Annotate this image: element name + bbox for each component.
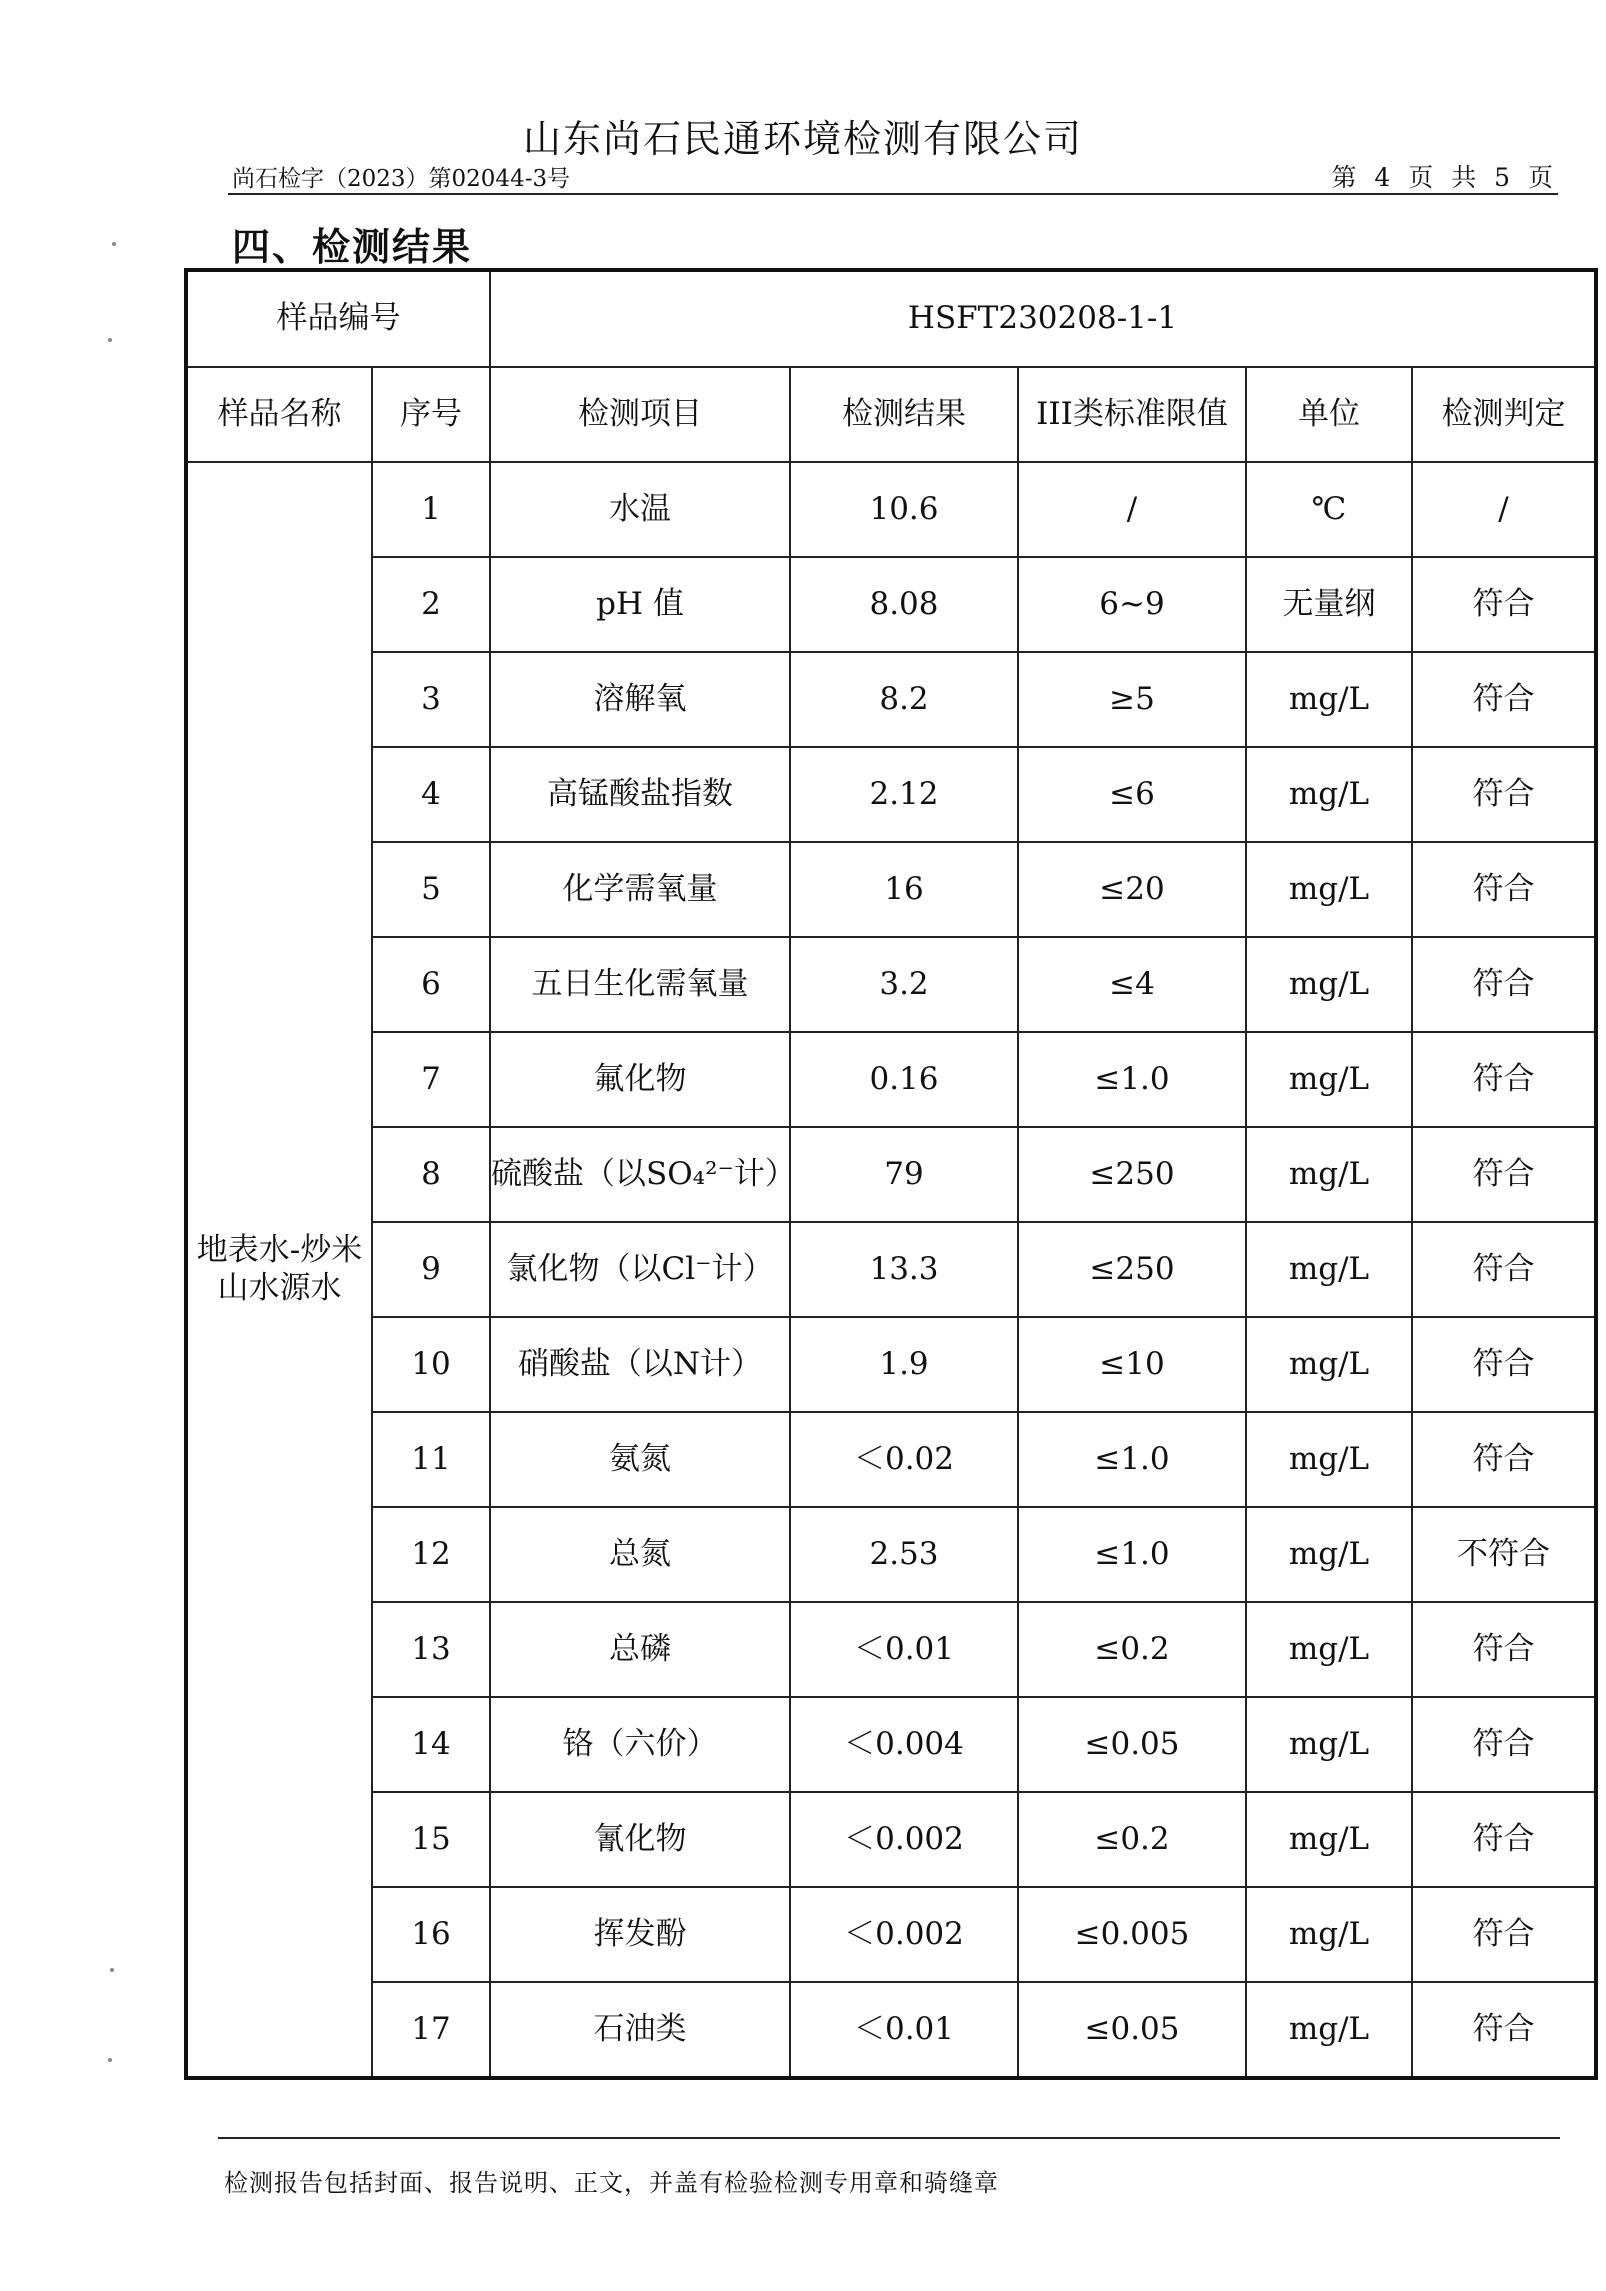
test-result: 2.53 bbox=[790, 1507, 1018, 1602]
unit: mg/L bbox=[1246, 1792, 1412, 1887]
table-row bbox=[186, 1887, 1596, 1982]
judgement: 符合 bbox=[1412, 842, 1596, 937]
test-item: 铬（六价） bbox=[490, 1697, 790, 1792]
judgement: 符合 bbox=[1412, 1317, 1596, 1412]
table-row bbox=[186, 1982, 1596, 2078]
standard-limit: ≤0.05 bbox=[1018, 1982, 1246, 2078]
table-row bbox=[186, 937, 1596, 1032]
unit: mg/L bbox=[1246, 1127, 1412, 1222]
unit: mg/L bbox=[1246, 1032, 1412, 1127]
judgement: 符合 bbox=[1412, 1887, 1596, 1982]
test-result: ＜0.01 bbox=[790, 1982, 1018, 2078]
standard-limit: / bbox=[1018, 462, 1246, 557]
report-number: 尚石检字（2023）第02044-3号 bbox=[232, 166, 571, 192]
standard-limit: ≤1.0 bbox=[1018, 1412, 1246, 1507]
test-result: 8.2 bbox=[790, 652, 1018, 747]
unit: mg/L bbox=[1246, 1412, 1412, 1507]
table-row bbox=[186, 557, 1596, 652]
scan-speck bbox=[112, 242, 116, 246]
test-item: 高锰酸盐指数 bbox=[490, 747, 790, 842]
scan-speck bbox=[108, 338, 112, 342]
judgement: 符合 bbox=[1412, 652, 1596, 747]
test-item: pH 值 bbox=[490, 557, 790, 652]
row-number: 13 bbox=[372, 1602, 490, 1697]
test-item: 氟化物 bbox=[490, 1032, 790, 1127]
test-item: 硝酸盐（以N计） bbox=[490, 1317, 790, 1412]
col-header-unit: 单位 bbox=[1246, 367, 1412, 462]
results-table bbox=[184, 268, 1598, 2080]
footer-divider bbox=[218, 2137, 1560, 2139]
table-row bbox=[186, 1697, 1596, 1792]
table-row bbox=[186, 1317, 1596, 1412]
test-item: 总氮 bbox=[490, 1507, 790, 1602]
row-number: 3 bbox=[372, 652, 490, 747]
judgement: 符合 bbox=[1412, 747, 1596, 842]
footer-note: 检测报告包括封面、报告说明、正文，并盖有检验检测专用章和骑缝章 bbox=[224, 2169, 999, 2197]
judgement: 符合 bbox=[1412, 557, 1596, 652]
row-number: 2 bbox=[372, 557, 490, 652]
table-row bbox=[186, 1792, 1596, 1887]
table-row bbox=[186, 842, 1596, 937]
column-header-row bbox=[186, 367, 1596, 462]
standard-limit: ≤1.0 bbox=[1018, 1507, 1246, 1602]
test-result: 16 bbox=[790, 842, 1018, 937]
test-item: 水温 bbox=[490, 462, 790, 557]
unit: mg/L bbox=[1246, 652, 1412, 747]
judgement: 符合 bbox=[1412, 1792, 1596, 1887]
table-row bbox=[186, 462, 1596, 557]
standard-limit: ≤250 bbox=[1018, 1222, 1246, 1317]
test-result: 79 bbox=[790, 1127, 1018, 1222]
unit: mg/L bbox=[1246, 1222, 1412, 1317]
test-result: ＜0.002 bbox=[790, 1792, 1018, 1887]
sample-number-value: HSFT230208-1-1 bbox=[490, 270, 1596, 367]
test-item: 氰化物 bbox=[490, 1792, 790, 1887]
row-number: 12 bbox=[372, 1507, 490, 1602]
table-row bbox=[186, 1127, 1596, 1222]
judgement: / bbox=[1412, 462, 1596, 557]
row-number: 7 bbox=[372, 1032, 490, 1127]
test-item: 硫酸盐（以SO₄²⁻计） bbox=[490, 1127, 790, 1222]
test-result: 2.12 bbox=[790, 747, 1018, 842]
test-result: 0.16 bbox=[790, 1032, 1018, 1127]
row-number: 16 bbox=[372, 1887, 490, 1982]
unit: 无量纲 bbox=[1246, 557, 1412, 652]
row-number: 9 bbox=[372, 1222, 490, 1317]
page-indicator: 第 4 页 共 5 页 bbox=[1331, 163, 1558, 192]
unit: mg/L bbox=[1246, 747, 1412, 842]
standard-limit: ≤250 bbox=[1018, 1127, 1246, 1222]
col-header-judgement: 检测判定 bbox=[1412, 367, 1596, 462]
company-name: 山东尚石民通环境检测有限公司 bbox=[522, 117, 1083, 161]
judgement: 符合 bbox=[1412, 1222, 1596, 1317]
standard-limit: ≤1.0 bbox=[1018, 1032, 1246, 1127]
unit: ℃ bbox=[1246, 462, 1412, 557]
judgement: 符合 bbox=[1412, 1697, 1596, 1792]
standard-limit: ≤0.2 bbox=[1018, 1602, 1246, 1697]
row-number: 15 bbox=[372, 1792, 490, 1887]
test-result: ＜0.01 bbox=[790, 1602, 1018, 1697]
test-item: 化学需氧量 bbox=[490, 842, 790, 937]
judgement: 符合 bbox=[1412, 937, 1596, 1032]
unit: mg/L bbox=[1246, 1602, 1412, 1697]
table-row bbox=[186, 1602, 1596, 1697]
table-row bbox=[186, 747, 1596, 842]
sample-name-cell: 地表水-炒米山水源水 bbox=[186, 462, 372, 2078]
test-item: 石油类 bbox=[490, 1982, 790, 2078]
test-item: 溶解氧 bbox=[490, 652, 790, 747]
judgement: 符合 bbox=[1412, 1602, 1596, 1697]
unit: mg/L bbox=[1246, 1697, 1412, 1792]
unit: mg/L bbox=[1246, 937, 1412, 1032]
row-number: 6 bbox=[372, 937, 490, 1032]
col-header-limit: III类标准限值 bbox=[1018, 367, 1246, 462]
standard-limit: ≤0.005 bbox=[1018, 1887, 1246, 1982]
row-number: 17 bbox=[372, 1982, 490, 2078]
row-number: 5 bbox=[372, 842, 490, 937]
test-result: 10.6 bbox=[790, 462, 1018, 557]
unit: mg/L bbox=[1246, 842, 1412, 937]
col-header-item: 检测项目 bbox=[490, 367, 790, 462]
judgement: 符合 bbox=[1412, 1032, 1596, 1127]
sample-number-row bbox=[186, 270, 1596, 367]
table-row bbox=[186, 1222, 1596, 1317]
test-result: ＜0.002 bbox=[790, 1887, 1018, 1982]
test-result: 3.2 bbox=[790, 937, 1018, 1032]
judgement: 不符合 bbox=[1412, 1507, 1596, 1602]
test-result: 8.08 bbox=[790, 557, 1018, 652]
row-number: 11 bbox=[372, 1412, 490, 1507]
standard-limit: ≤20 bbox=[1018, 842, 1246, 937]
test-result: ＜0.02 bbox=[790, 1412, 1018, 1507]
test-result: 13.3 bbox=[790, 1222, 1018, 1317]
row-number: 10 bbox=[372, 1317, 490, 1412]
judgement: 符合 bbox=[1412, 1982, 1596, 2078]
unit: mg/L bbox=[1246, 1317, 1412, 1412]
row-number: 1 bbox=[372, 462, 490, 557]
standard-limit: ≤4 bbox=[1018, 937, 1246, 1032]
col-header-no: 序号 bbox=[372, 367, 490, 462]
test-item: 挥发酚 bbox=[490, 1887, 790, 1982]
test-item: 氨氮 bbox=[490, 1412, 790, 1507]
test-item: 五日生化需氧量 bbox=[490, 937, 790, 1032]
standard-limit: ≤0.2 bbox=[1018, 1792, 1246, 1887]
table-row bbox=[186, 1032, 1596, 1127]
standard-limit: ≤0.05 bbox=[1018, 1697, 1246, 1792]
test-result: 1.9 bbox=[790, 1317, 1018, 1412]
standard-limit: ≤10 bbox=[1018, 1317, 1246, 1412]
scan-speck bbox=[108, 2058, 112, 2062]
sample-number-label: 样品编号 bbox=[186, 270, 490, 367]
standard-limit: ≥5 bbox=[1018, 652, 1246, 747]
judgement: 符合 bbox=[1412, 1127, 1596, 1222]
unit: mg/L bbox=[1246, 1507, 1412, 1602]
section-title: 四、检测结果 bbox=[232, 224, 473, 269]
header-divider bbox=[228, 193, 1558, 195]
row-number: 14 bbox=[372, 1697, 490, 1792]
row-number: 8 bbox=[372, 1127, 490, 1222]
unit: mg/L bbox=[1246, 1887, 1412, 1982]
judgement: 符合 bbox=[1412, 1412, 1596, 1507]
row-number: 4 bbox=[372, 747, 490, 842]
test-result: ＜0.004 bbox=[790, 1697, 1018, 1792]
unit: mg/L bbox=[1246, 1982, 1412, 2078]
standard-limit: 6~9 bbox=[1018, 557, 1246, 652]
test-item: 总磷 bbox=[490, 1602, 790, 1697]
table-row bbox=[186, 1412, 1596, 1507]
test-item: 氯化物（以Cl⁻计） bbox=[490, 1222, 790, 1317]
col-header-result: 检测结果 bbox=[790, 367, 1018, 462]
table-row bbox=[186, 1507, 1596, 1602]
scan-speck bbox=[110, 1968, 114, 1972]
table-row bbox=[186, 652, 1596, 747]
col-header-sample-name: 样品名称 bbox=[186, 367, 372, 462]
standard-limit: ≤6 bbox=[1018, 747, 1246, 842]
